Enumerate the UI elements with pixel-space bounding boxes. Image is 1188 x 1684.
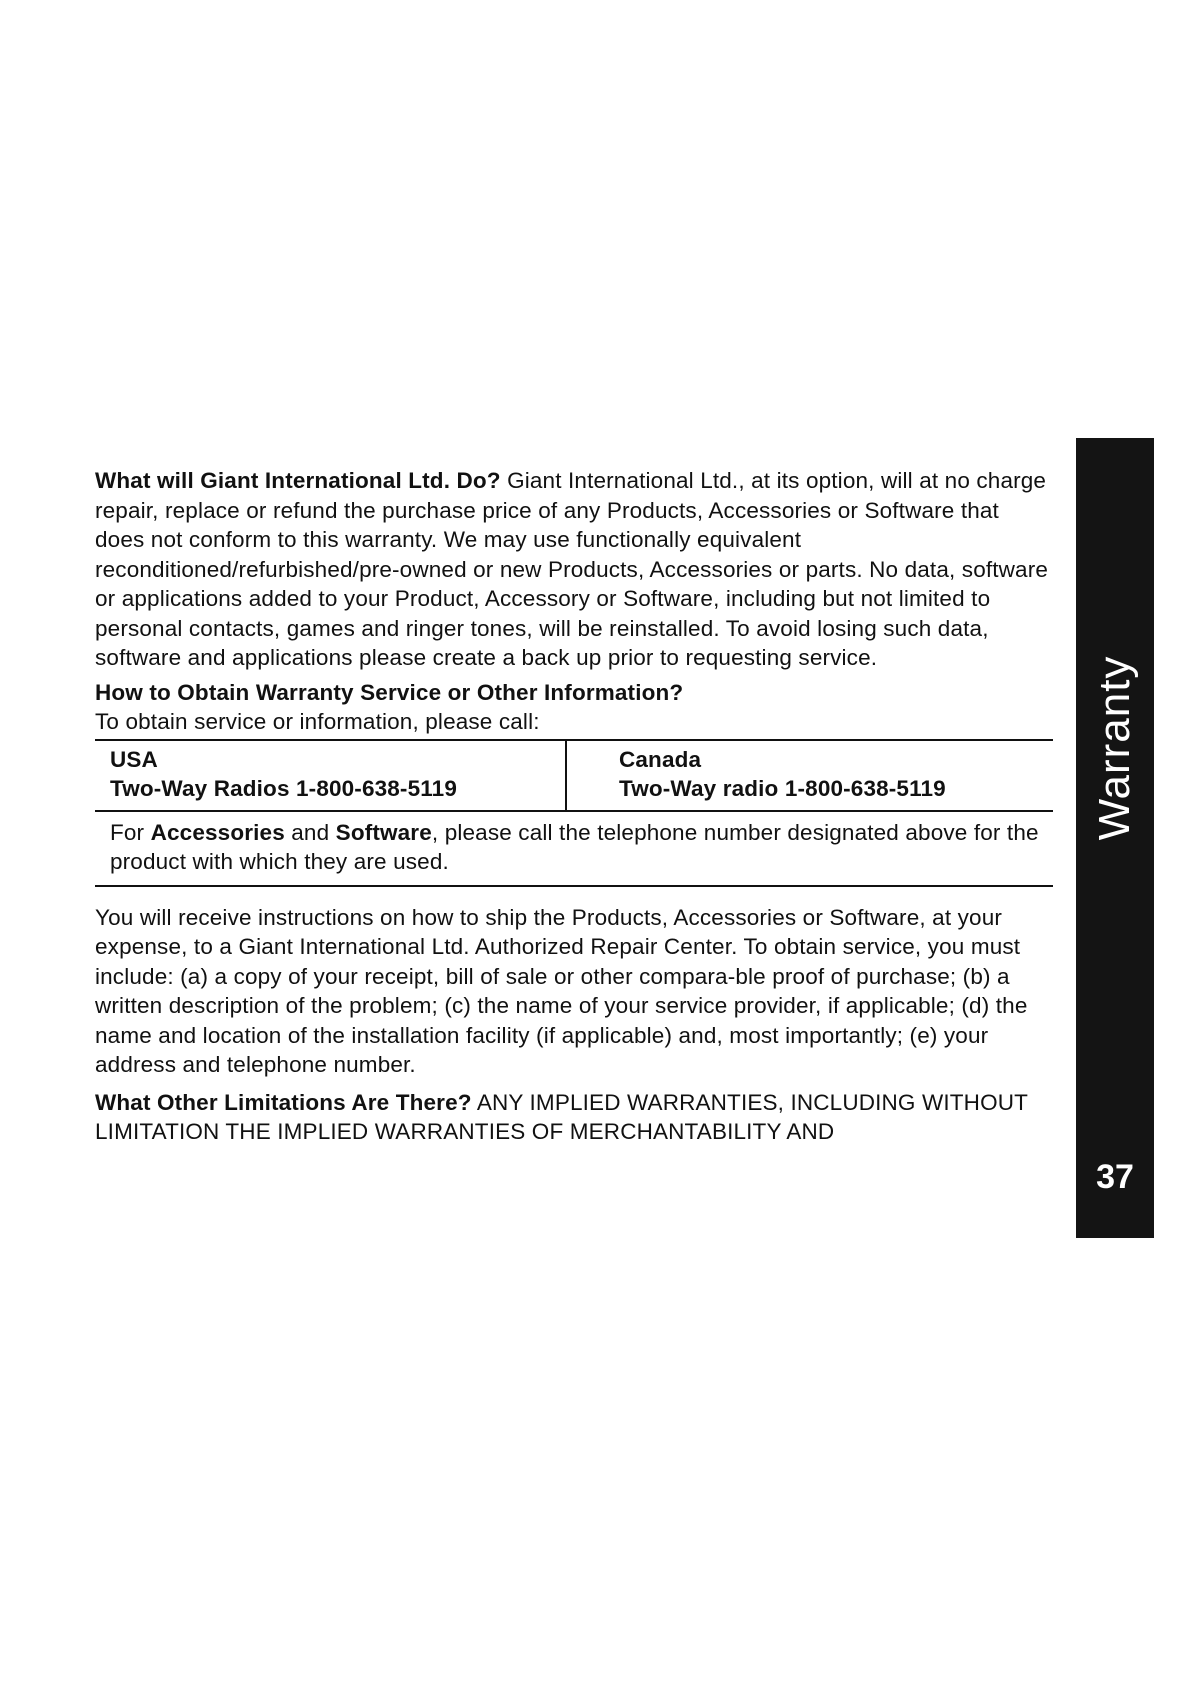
limitations-lead: What Other Limitations Are There?: [95, 1089, 472, 1115]
intro-text: Giant International Ltd., at its option, will at no charge repair, replace or refund the purchase price of any Products, Accessories or Software that does not conform to this warranty. We may use functionally equivalent reconditioned/refurbished/pre-owned or new Products, Accessories or parts. No data, software or applications added to your Product, Accessory or Software, including but not limited to personal contacts, games and ringer tones, will be reinstalled. To avoid losing such data, software and applications please create a back up prior to requesting service.: [95, 468, 1049, 670]
accessory-note-text-1: For: [110, 819, 151, 845]
accessory-note-text-2: and: [284, 819, 336, 845]
contact-usa: [95, 741, 567, 810]
contact-canada: [567, 741, 946, 810]
accessory-note-accessories: Accessories: [150, 819, 285, 845]
contact-usa-country: USA: [110, 746, 158, 772]
intro-lead: What will Giant International Ltd. Do?: [95, 468, 501, 493]
limitations-paragraph: [95, 1088, 1053, 1147]
section-tab-label: Warranty: [1090, 655, 1139, 841]
contact-canada-phone: Two-Way radio 1-800-638-5119: [619, 776, 946, 801]
contact-table: [95, 739, 1053, 812]
service-heading: How to Obtain Warranty Service or Other Information?: [95, 679, 684, 705]
receive-instructions-paragraph: You will receive instructions on how to ship the Products, Accessories or Software, at your expense, to a Giant International Ltd. Authorized Repair Center. To obtain service, you must include: (a) a copy of your receipt, bill of sale or other compara-ble proof of purchase; (b) a written description of the problem; (c) the name of your service provider, if applicable; (d) the name and location of the installation facility (if applicable) and, most importantly; (e) your address and telephone number.: [95, 904, 1028, 1077]
accessory-note: [95, 812, 1053, 887]
intro-paragraph: [95, 466, 1053, 673]
service-call-text: To obtain service or information, please call:: [95, 709, 540, 734]
contact-canada-country: Canada: [619, 746, 702, 772]
warranty-content: [95, 466, 1053, 1147]
accessory-note-software: Software: [335, 819, 432, 845]
limitations-text: ANY IMPLIED WARRANTIES, INCLUDING WITHOUT LIMITATION THE IMPLIED WARRANTIES OF MERCHANTABILITY AND: [95, 1089, 1028, 1144]
contact-usa-phone: Two-Way Radios 1-800-638-5119: [110, 776, 457, 801]
section-side-tab: [1076, 438, 1154, 1238]
page-number: 37: [1096, 1158, 1134, 1196]
accessory-note-text-3: , please call the telephone number designated above for the product with which they are used.: [110, 819, 1039, 874]
